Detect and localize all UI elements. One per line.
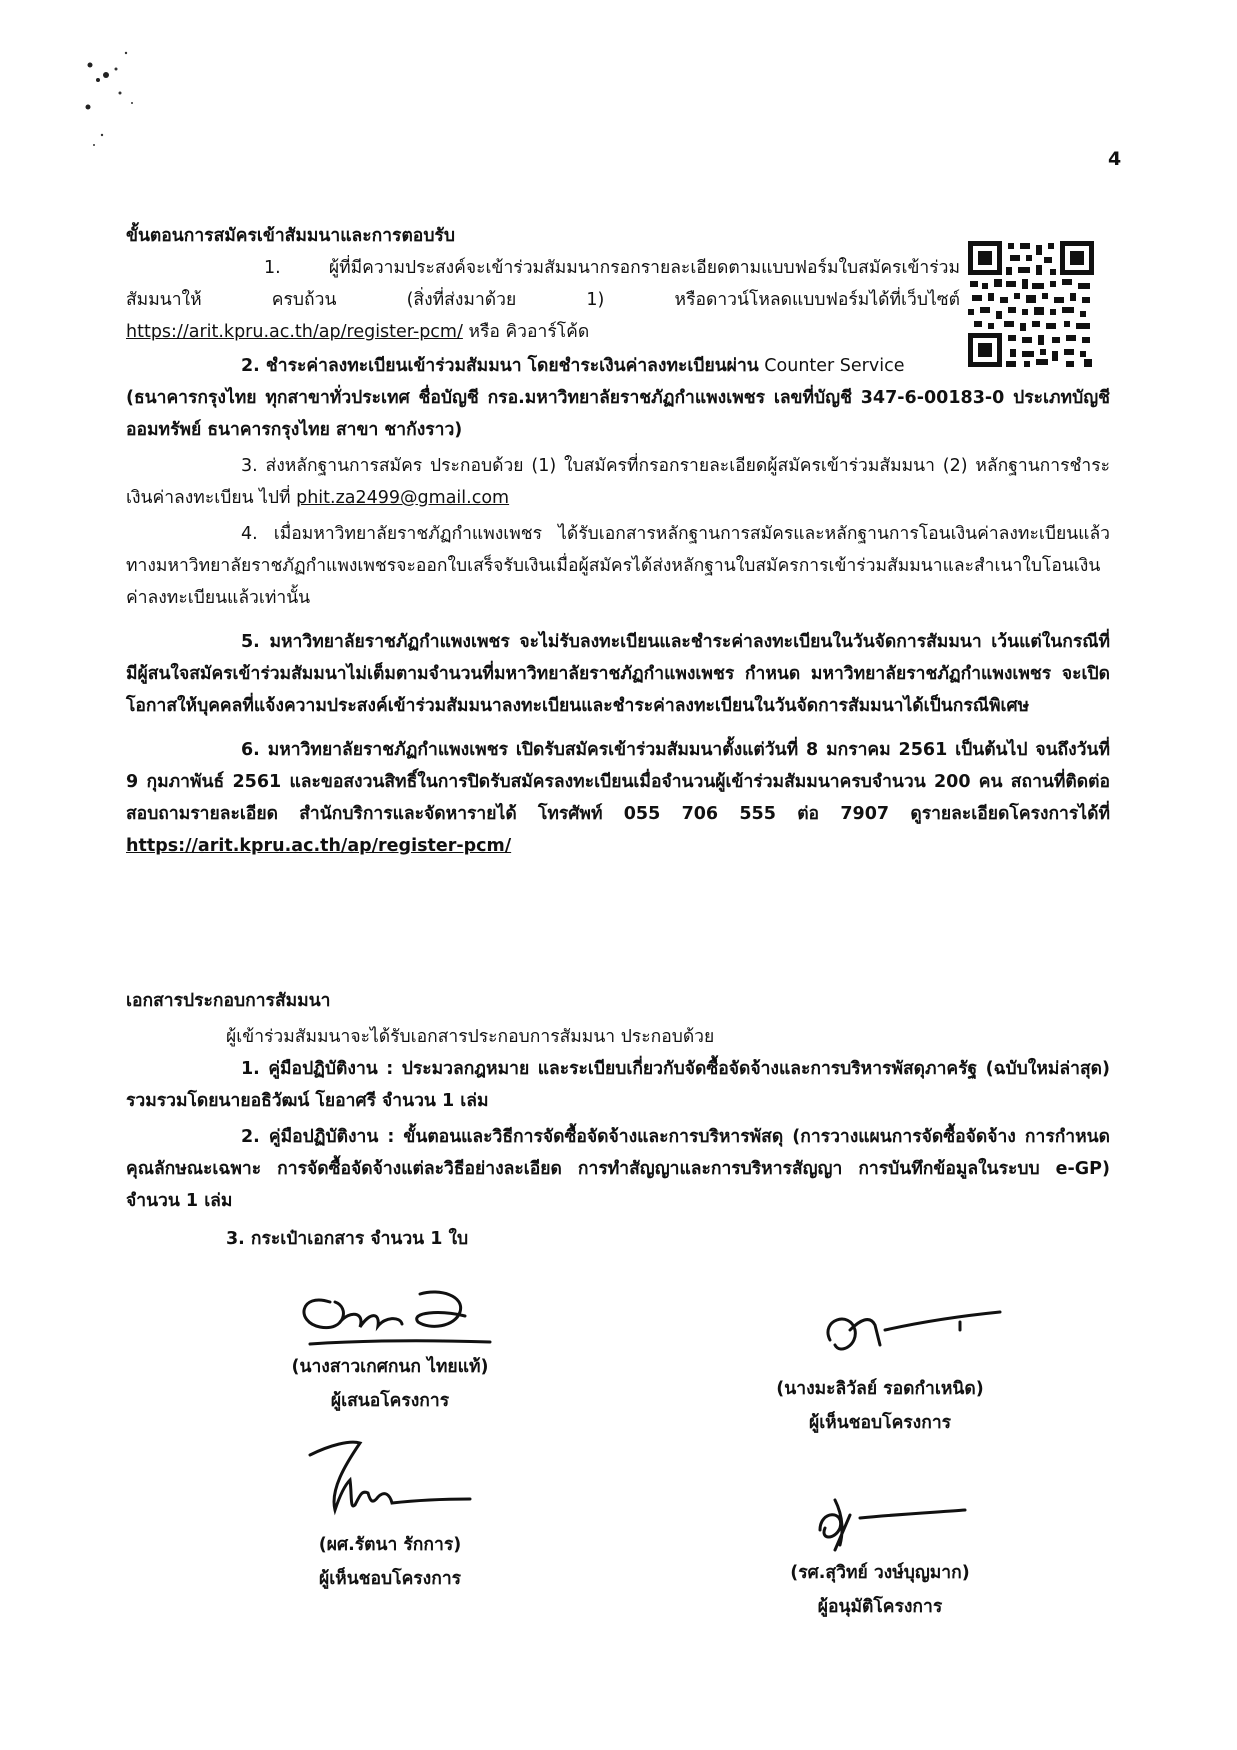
signer-name: (นางมะลิวัลย์ รอดกำเหนิด) bbox=[776, 1379, 984, 1399]
step-2-rest: (ธนาคารกรุงไทย ทุกสาขาทั่วประเทศ ชื่อบัญชี กรอ.มหาวิทยาลัยราชภัฏกำแพงเพชร เลขที่บัญชี 347-6-00183-0 ประเภทบัญชีออมทรัพย์ ธนาคารกรุงไทย สาขา ชากังราว) bbox=[126, 388, 1110, 440]
step-6-text: 6. มหาวิทยาลัยราชภัฏกำแพงเพชร เปิดรับสมัครเข้าร่วมสัมมนาตั้งแต่วันที่ 8 มกราคม 2561 เป็นต้นไป จนถึงวันที่ 9 กุมภาพันธ์ 2561 และขอสงวนสิทธิ์ในการปิดรับสมัครลงทะเบียนเมื่อจำนวนผู้เข้าร่วมสัมมนาครบจำนวน 200 คน สถานที่ติดต่อสอบถามรายละเอียด สำนักบริการและจัดหารายได้ โทรศัพท์ 055 706 555 ต่อ 7907 ดูรายละเอียดโครงการได้ที่ bbox=[126, 740, 1110, 824]
registration-step-1 bbox=[126, 252, 1110, 348]
document-item-2: 2. คู่มือปฏิบัติงาน : ขั้นตอนและวิธีการจัดซื้อจัดจ้างและการบริหารพัสดุ (การวางแผนการจัดซื้อจัดจ้าง การกำหนดคุณลักษณะเฉพาะ การจัดซื้อจัดจ้างแต่ละวิธีอย่างละเอียด การทำสัญญาและการบริหารสัญญา การบันทึกข้อมูลในระบบ e-GP) จำนวน 1 เล่ม bbox=[126, 1127, 1110, 1211]
signature-image-approver bbox=[800, 1490, 1000, 1560]
signer-name: (รศ.สุวิทย์ วงษ์บุญมาก) bbox=[790, 1563, 970, 1583]
documents-intro: ผู้เข้าร่วมสัมมนาจะได้รับเอกสารประกอบการสัมมนา ประกอบด้วย bbox=[226, 1027, 715, 1047]
section-registration bbox=[126, 220, 1110, 862]
registration-step-2 bbox=[126, 350, 1110, 446]
signer-proposer bbox=[240, 1350, 540, 1418]
step-2-counter-service: Counter Service bbox=[758, 356, 905, 376]
registration-step-5: 5. มหาวิทยาลัยราชภัฏกำแพงเพชร จะไม่รับลงทะเบียนและชำระค่าลงทะเบียนในวันจัดการสัมมนา เว้นแต่ในกรณีที่มีผู้สนใจสมัครเข้าร่วมสัมมนาไม่เต็มตามจำนวนที่มหาวิทยาลัยราชภัฏกำแพงเพชร กำหนด มหาวิทยาลัยราชภัฏกำแพงเพชร จะเปิดโอกาสให้บุคคลที่แจ้งความประสงค์เข้าร่วมสัมมนาลงทะเบียนและชำระค่าลงทะเบียนในวันจัดการสัมมนาได้เป็นกรณีพิเศษ bbox=[126, 632, 1110, 716]
scan-specks bbox=[80, 45, 160, 155]
page-number: 4 bbox=[1108, 148, 1122, 170]
section-heading-documents: เอกสารประกอบการสัมมนา bbox=[126, 991, 331, 1011]
register-link[interactable]: https://arit.kpru.ac.th/ap/register-pcm/ bbox=[126, 322, 463, 342]
step-1-tail: หรือ คิวอาร์โค้ด bbox=[462, 322, 590, 342]
step-2-bold: 2. ชำระค่าลงทะเบียนเข้าร่วมสัมมนา โดยชำระเงินค่าลงทะเบียนผ่าน bbox=[241, 356, 759, 376]
signer-name: (ผศ.รัตนา รักการ) bbox=[318, 1535, 462, 1555]
document-item-1: 1. คู่มือปฏิบัติงาน : ประมวลกฎหมาย และระเบียบเกี่ยวกับจัดซื้อจัดจ้างและการบริหารพัสดุภาครัฐ (ฉบับใหม่ล่าสุด) รวมรวมโดยนายอธิวัฒน์ โยอาศรี จำนวน 1 เล่ม bbox=[126, 1059, 1110, 1111]
signature-image-endorser-2 bbox=[290, 1435, 490, 1525]
signer-role: ผู้อนุมัติโครงการ bbox=[817, 1597, 943, 1617]
contact-email-link[interactable]: phit.za2499@gmail.com bbox=[296, 488, 510, 508]
signer-endorser-2 bbox=[240, 1528, 540, 1596]
signer-role: ผู้เสนอโครงการ bbox=[330, 1391, 450, 1411]
registration-step-6 bbox=[126, 734, 1110, 862]
signer-approver bbox=[700, 1556, 1060, 1624]
signer-endorser-1 bbox=[700, 1372, 1060, 1440]
signature-image-endorser-1 bbox=[810, 1300, 1010, 1370]
registration-step-4: 4. เมื่อมหาวิทยาลัยราชภัฏกำแพงเพชร ได้รับเอกสารหลักฐานการสมัครและหลักฐานการโอนเงินค่าลงทะเบียนแล้ว ทางมหาวิทยาลัยราชภัฏกำแพงเพชรจะออกใบเสร็จรับเงินเมื่อผู้สมัครได้ส่งหลักฐานใบสมัครการเข้าร่วมสัมมนาและสำเนาใบโอนเงินค่าลงทะเบียนแล้วเท่านั้น bbox=[126, 524, 1110, 608]
step-1-text: 1. ผู้ที่มีความประสงค์จะเข้าร่วมสัมมนากรอกรายละเอียดตามแบบฟอร์มใบสมัครเข้าร่วมสัมมนาให้ ครบถ้วน (สิ่งที่ส่งมาด้วย 1) หรือดาวน์โหลดแบบฟอร์มได้ที่เว็บไซต์ bbox=[126, 258, 960, 310]
signer-role: ผู้เห็นชอบโครงการ bbox=[318, 1569, 462, 1589]
signer-role: ผู้เห็นชอบโครงการ bbox=[808, 1413, 952, 1433]
section-heading-registration: ขั้นตอนการสมัครเข้าสัมมนาและการตอบรับ bbox=[126, 226, 455, 246]
project-details-link[interactable]: https://arit.kpru.ac.th/ap/register-pcm/ bbox=[126, 836, 512, 856]
document-item-3: 3. กระเป๋าเอกสาร จำนวน 1 ใบ bbox=[226, 1229, 469, 1249]
signature-image-proposer bbox=[290, 1282, 510, 1357]
step-3-text: 3. ส่งหลักฐานการสมัคร ประกอบด้วย (1) ใบสมัครที่กรอกรายละเอียดผู้สมัครเข้าร่วมสัมมนา (2) หลักฐานการชำระเงินค่าลงทะเบียน ไปที่ bbox=[126, 456, 1110, 508]
signer-name: (นางสาวเกศกนก ไทยแท้) bbox=[291, 1357, 489, 1377]
section-documents bbox=[126, 985, 1110, 1255]
registration-step-3 bbox=[126, 450, 1110, 514]
